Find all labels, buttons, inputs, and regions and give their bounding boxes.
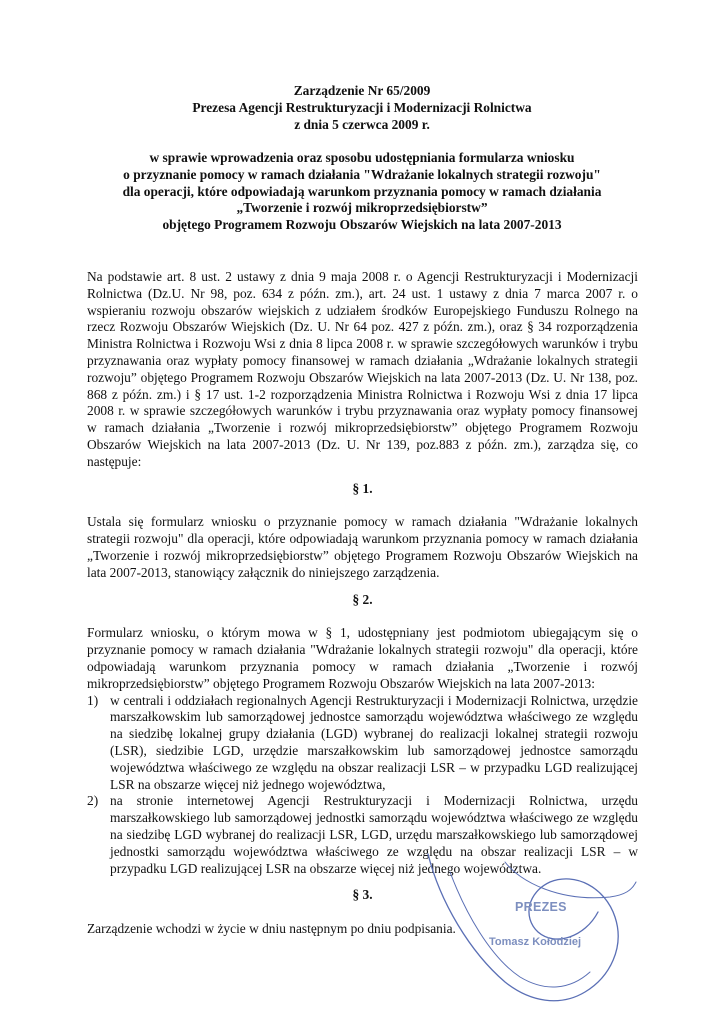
section-2-heading: § 2. — [352, 591, 373, 607]
section-1-heading: § 1. — [352, 480, 373, 496]
subject-line: o przyznanie pomocy w ramach działania "Wdrażanie lokalnych strategii rozwoju" — [123, 166, 601, 182]
section-2-text: Formularz wniosku, o którym mowa w § 1, udostępniany jest podmiotom ubiegającym się o przyznanie pomocy w ramach działania "Wdrażanie lokalnych strategii rozwoju" dla operacji, które odpowiadają warunkom przyznania pomocy w ramach działania „Tworzenie i rozwój mikroprzedsiębiorstw” objętego Programem Rozwoju Obszarów Wiejskich na lata 2007-2013: — [87, 625, 638, 691]
signature-icon — [410, 842, 640, 1012]
subject-line: „Tworzenie i rozwój mikroprzedsiębiorstw” — [236, 200, 488, 216]
subject-line: objętego Programem Rozwoju Obszarów Wiejskich na lata 2007-2013 — [162, 217, 562, 233]
document-body — [87, 269, 638, 938]
subject-line: w sprawie wprowadzenia oraz sposobu udostępniania formularza wniosku — [149, 150, 575, 165]
list-item-number: 1) — [87, 692, 99, 708]
document-subject — [86, 150, 638, 234]
list-item-number: 2) — [87, 793, 99, 809]
section-3-text: Zarządzenie wchodzi w życie w dniu następnym po dniu podpisania. — [87, 921, 456, 937]
list-item-text: w centrali i oddziałach regionalnych Agencji Restrukturyzacji i Modernizacji Rolnictwa, urzędzie marszałkowskim lub samorządowej jednostce samorządu województwa właściwego ze względu na siedzibę lokalnej grupy działania (LGD) wybranej do realizacji lokalnej strategii rozwoju (LSR), siedzibie LGD, urzędzie marszałkowskim lub samorządowej jednostce samorządu województwa właściwego ze względu na obszar realizacji LSR – w przypadku LGD realizującej LSR na obszarze więcej niż jednego województwa, — [110, 692, 638, 792]
order-date: z dnia 5 czerwca 2009 r. — [294, 116, 430, 132]
list-item-text: na stronie internetowej Agencji Restrukturyzacji i Modernizacji Rolnictwa, urzędu marszałkowskiego lub samorządowej jednostki samorządu województwa właściwego ze względu na siedzibę LGD wybranej do realizacji LSR, LGD, urzędu marszałkowskiego lub samorządowej jednostki samorządu województwa właściwego ze względu na obszar realizacji LSR – w przypadku LGD realizującej LSR na obszarze więcej niż jednego województwa. — [110, 793, 638, 876]
list-item — [87, 693, 638, 794]
stamp-title: PREZES — [515, 900, 567, 914]
stamp-name: Tomasz Kołodziej — [489, 936, 582, 948]
subject-line: dla operacji, które odpowiadają warunkom przyznania pomocy w ramach działania — [122, 183, 602, 199]
section-3-heading: § 3. — [352, 887, 373, 903]
section-1-text: Ustala się formularz wniosku o przyznanie pomocy w ramach działania "Wdrażanie lokalnych strategii rozwoju" dla operacji, które odpowiadają warunkom przyznania pomocy w ramach działania „Tworzenie i rozwój mikroprzedsiębiorstw” objętego Programem Rozwoju Obszarów Wiejskich na lata 2007-2013, stanowiący załącznik do niniejszego zarządzenia. — [87, 514, 638, 580]
document-header — [86, 83, 638, 133]
issuer: Prezesa Agencji Restrukturyzacji i Modernizacji Rolnictwa — [192, 99, 532, 115]
order-number: Zarządzenie Nr 65/2009 — [293, 83, 431, 98]
preamble: Na podstawie art. 8 ust. 2 ustawy z dnia 9 maja 2008 r. o Agencji Restrukturyzacji i Modernizacji Rolnictwa (Dz.U. Nr 98, poz. 634 z późn. zm.), art. 24 ust. 1 ustawy z dnia 7 marca 2007 r. o wspieraniu rozwoju obszarów wiejskich z udziałem środków Europejskiego Funduszu Rolnego na rzecz Rozwoju Obszarów Wiejskich (Dz. U. Nr 64 poz. 427 z późn. zm.), oraz § 34 rozporządzenia Ministra Rolnictwa i Rozwoju Wsi z dnia 8 lipca 2008 r. w sprawie szczegółowych warunków i trybu przyznawania oraz wypłaty pomocy finansowej w ramach działania „Wdrażanie lokalnych strategii rozwoju” objętego Programem Rozwoju Obszarów Wiejskich na lata 2007-2013 (Dz. U. Nr 138, poz. 868 z późn. zm.) i § 17 ust. 1-2 rozporządzenia Ministra Rolnictwa i Rozwoju Wsi z dnia 17 lipca 2008 r. w sprawie szczegółowych warunków i trybu przyznawania oraz wypłaty pomocy finansowej w ramach działania „Tworzenie i rozwój mikroprzedsiębiorstw” objętego Programem Rozwoju Obszarów Wiejskich na lata 2007-2013 (Dz. U. Nr 139, poz.883 z późn. zm.), zarządza się, co następuje: — [87, 269, 638, 469]
